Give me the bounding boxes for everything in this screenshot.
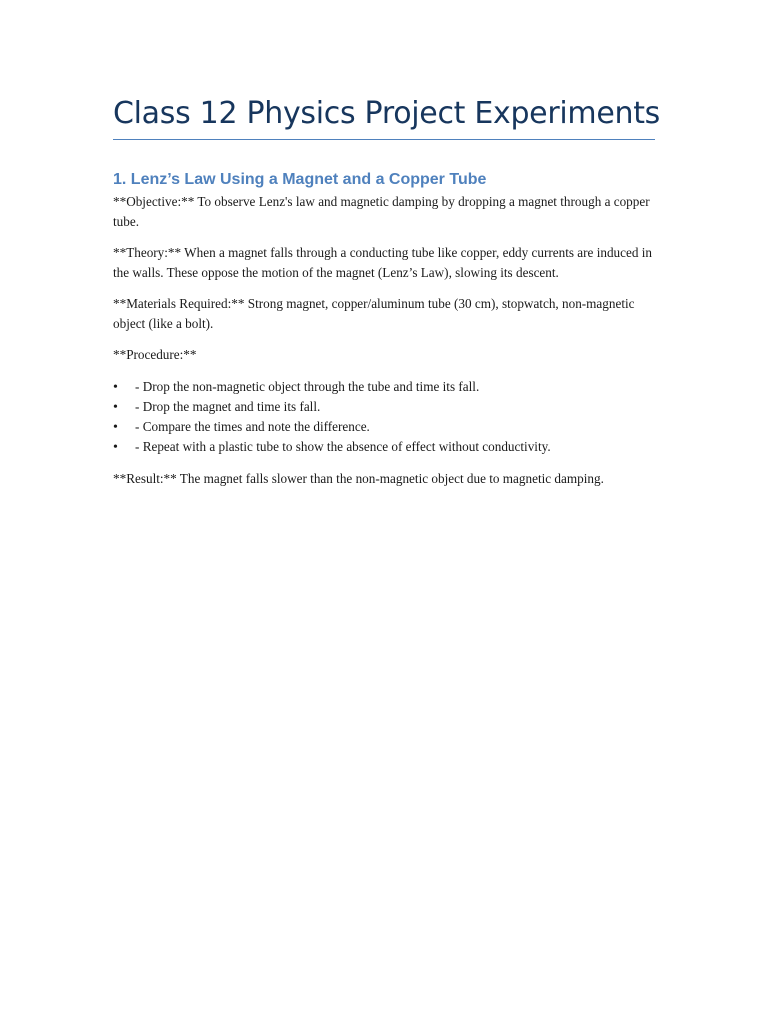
procedure-label: **Procedure:**	[113, 347, 197, 362]
list-item	[113, 397, 655, 417]
document-page	[113, 92, 660, 488]
bullet-icon: •	[113, 439, 118, 455]
procedure-step: - Repeat with a plastic tube to show the absence of effect without conductivity.	[135, 438, 551, 454]
procedure-list	[113, 377, 655, 457]
bullet-icon: •	[113, 399, 118, 415]
objective-paragraph: **Objective:** To observe Lenz's law and magnetic damping by dropping a magnet through a copper tube.	[113, 194, 650, 229]
list-item	[113, 377, 655, 397]
materials-paragraph: **Materials Required:** Strong magnet, copper/aluminum tube (30 cm), stopwatch, non-magnetic object (like a bolt).	[113, 296, 635, 331]
procedure-step: - Drop the non-magnetic object through the tube and time its fall.	[135, 378, 480, 394]
list-item	[113, 417, 655, 437]
result-paragraph: **Result:** The magnet falls slower than the non-magnetic object due to magnetic damping.	[113, 470, 604, 486]
procedure-step: - Drop the magnet and time its fall.	[135, 398, 321, 414]
bullet-icon: •	[113, 379, 118, 395]
title-underline	[113, 139, 655, 140]
document-title: Class 12 Physics Project Experiments	[113, 96, 660, 131]
theory-paragraph: **Theory:** When a magnet falls through a conducting tube like copper, eddy currents are induced in the walls. These oppose the motion of the magnet (Lenz’s Law), slowing its descent.	[113, 245, 653, 280]
section-heading: 1. Lenz’s Law Using a Magnet and a Copper Tube	[113, 171, 487, 188]
list-item	[113, 437, 655, 457]
bullet-icon: •	[113, 419, 118, 435]
procedure-step: - Compare the times and note the difference.	[135, 418, 370, 434]
